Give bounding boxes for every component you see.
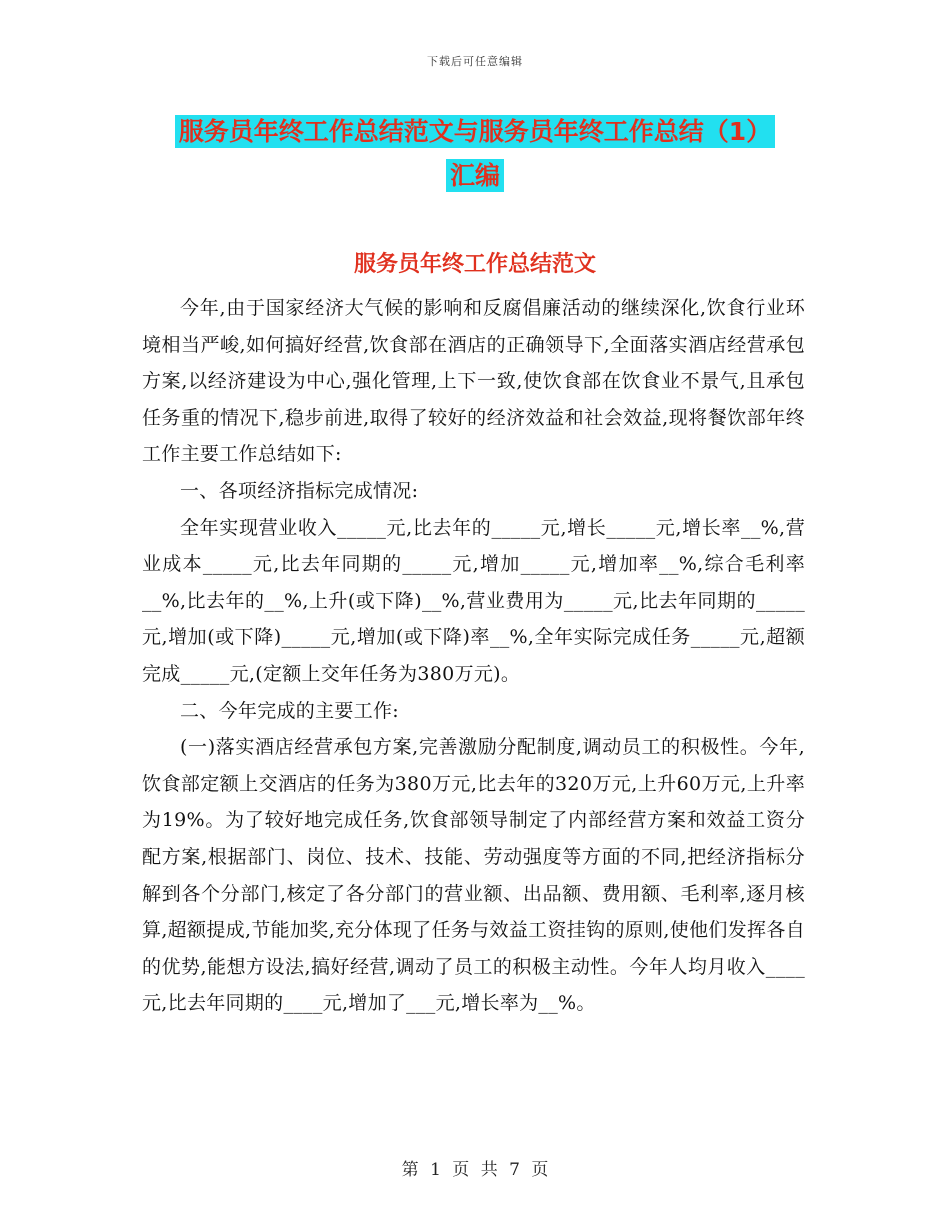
paragraph-intro: 今年,由于国家经济大气候的影响和反腐倡廉活动的继续深化,饮食行业环境相当严峻,如何搞好经营,饮食部在酒店的正确领导下,全面落实酒店经营承包方案,以经济建设为中心,强化管理,上下一致,使饮食部在饮食业不景气,且承包任务重的情况下,稳步前进,取得了较好的经济效益和社会效益,现将餐饮部年终工作主要工作总结如下:: [142, 297, 805, 466]
heading-economic-indicators: 一、各项经济指标完成情况:: [180, 479, 419, 502]
section-title: 服务员年终工作总结范文: [353, 252, 596, 277]
document-title-line-1: 服务员年终工作总结范文与服务员年终工作总结（1）: [175, 115, 775, 148]
document-title: [0, 110, 950, 198]
heading-main-work: 二、今年完成的主要工作:: [180, 699, 400, 722]
header-note: 下载后可任意编辑: [427, 55, 523, 68]
document-body: [142, 290, 805, 1022]
document-title-line-2: 汇编: [446, 159, 504, 192]
paragraph-main-work: (一)落实酒店经营承包方案,完善激励分配制度,调动员工的积极性。今年,饮食部定额上交酒店的任务为380万元,比去年的320万元,上升60万元,上升率为19%。为了较好地完成任务,饮食部领导制定了内部经营方案和效益工资分配方案,根据部门、岗位、技术、技能、劳动强度等方面的不同,把经济指标分解到各个分部门,核定了各分部门的营业额、出品额、费用额、毛利率,逐月核算,超额提成,节能加奖,充分体现了任务与效益工资挂钩的原则,使他们发挥各自的优势,能想方设法,搞好经营,调动了员工的积极主动性。今年人均月收入____元,比去年同期的____元,增加了___元,增长率为__%。: [142, 736, 805, 1015]
paragraph-indicators: 全年实现营业收入_____元,比去年的_____元,增长_____元,增长率__%,营业成本_____元,比去年同期的_____元,增加_____元,增加率__%,综合毛利率__%,比去年的__%,上升(或下降)__%,营业费用为_____元,比去年同期的_____元,增加(或下降)_____元,增加(或下降)率__%,全年实际完成任务_____元,超额完成_____元,(定额上交年任务为380万元)。: [142, 516, 805, 685]
page-number: 第 1 页 共 7 页: [401, 1160, 549, 1180]
